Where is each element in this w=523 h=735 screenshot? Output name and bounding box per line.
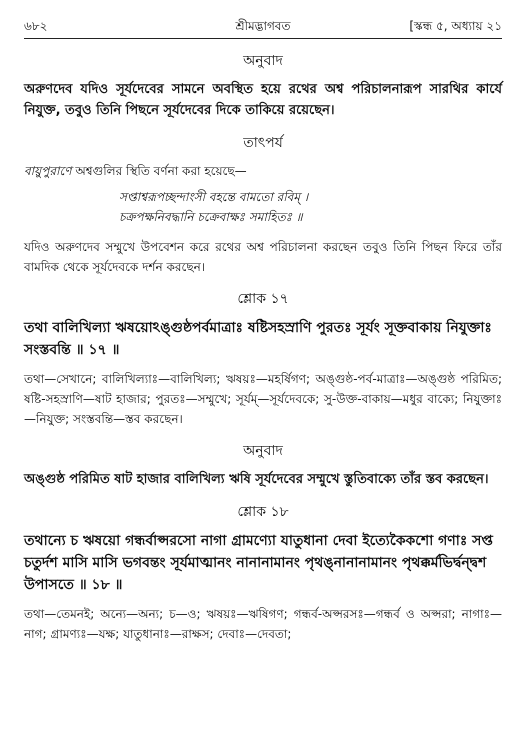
shloka-18-synonyms: তথা—তেমনই; অন্যে—অন্য; চ—ও; ঋষয়ঃ—ঋষিগণ; গন্ধর্ব-অপ্সরসঃ—গন্ধর্ব ও অপ্সরা; নাগাঃ—নাগ; গ্রামণ্যঃ—যক্ষ; যাতুধানাঃ—রাক্ষস; দেবাঃ—দেবতা; — [24, 607, 502, 641]
book-page — [24, 18, 502, 644]
chapter-reference: [স্কন্ধ ৫, অধ্যায় ২১ — [409, 19, 502, 33]
quoted-verse-line: সপ্তাশ্বরূপচ্ছন্দাংসী বহন্তে বামতো রবিম্ । — [119, 190, 309, 204]
shloka-17-synonyms: তথা—সেখানে; বালিখিল্যাঃ—বালিখিল্য; ঋষয়ঃ—মহর্ষিগণ; অঙ্গুষ্ঠ-পর্ব-মাত্রাঃ—অঙ্গুষ্ঠ পরিমিত; ষষ্টি-সহস্রাণি—ষাট হাজার; পুরতঃ—সম্মুখে; সূর্যম্—সূর্যদেবকে; সু-উক্ত-বাকায়—মধুর বাক্যে; নিযুক্তাঃ—নিযুক্ত; সংস্তবন্তি—স্তব করছেন। — [24, 372, 502, 426]
purport-source: বায়ুপুরাণে — [24, 164, 72, 178]
translation-text-2: অঙ্গুষ্ঠ পরিমিত ষাট হাজার বালিখিল্য ঋষি সূর্যদেবের সম্মুখে স্তুতিবাক্যে তাঁর স্তব করছেন। — [24, 472, 489, 487]
book-title: শ্রীমদ্ভাগবত — [235, 19, 291, 33]
shloka-17-heading: শ্লোক ১৭ — [237, 291, 289, 307]
shloka-17-verse: তথা বালিখিল্যা ঋষয়োঽঙ্গুষ্ঠপর্বমাত্রাঃ ষষ্টিসহস্রাণি পুরতঃ সূর্যং সূক্তবাকায় নিযুক্তাঃ সংস্তবন্তি ॥ ১৭ ॥ — [24, 320, 492, 358]
shloka-18-heading: শ্লোক ১৮ — [237, 504, 289, 520]
page-number: ৬৮২ — [24, 19, 48, 33]
purport-intro-text: অশ্বগুলির স্থিতি বর্ণনা করা হয়েছে— — [71, 164, 247, 178]
translation-heading: অনুবাদ — [243, 53, 283, 69]
header-rule — [24, 38, 502, 39]
page-header — [24, 18, 502, 36]
quoted-verse — [119, 187, 502, 227]
translation-text: অরুণদেব যদিও সূর্যদেবের সামনে অবস্থিত হয়ে রথের অশ্ব পরিচালনারূপ সারথির কার্যে নিযুক্ত, তবুও তিনি পিছনে সূর্যদেবের দিকে তাকিয়ে রয়েছেন। — [24, 82, 502, 118]
purport-text: যদিও অরুণদেব সম্মুখে উপবেশন করে রথের অশ্ব পরিচালনা করছেন তবুও তিনি পিছন ফিরে তাঁর বামদিক থেকে সূর্যদেবকে দর্শন করছেন। — [24, 240, 502, 274]
translation-heading-2: অনুবাদ — [243, 443, 283, 459]
purport-intro — [24, 161, 502, 181]
purport-heading: তাৎপর্য — [243, 135, 283, 151]
quoted-verse-line: চক্রপক্ষনিবদ্ধানি চক্রেবাক্ষঃ সমাহিতঃ ॥ — [119, 210, 303, 224]
shloka-18-verse: তথান্যে চ ঋষয়ো গন্ধর্বাপ্সরসো নাগা গ্রামণ্যো যাতুধানা দেবা ইত্যেকৈকশো গণাঃ সপ্ত চতুর্দশ মাসি মাসি ভগবন্তং সূর্যমাত্মানং নানানামানং পৃথঙ্নানানামানং পৃথক্কর্মভির্দ্বন্দ্বশ উপাসতে ॥ ১৮ ॥ — [24, 533, 493, 593]
